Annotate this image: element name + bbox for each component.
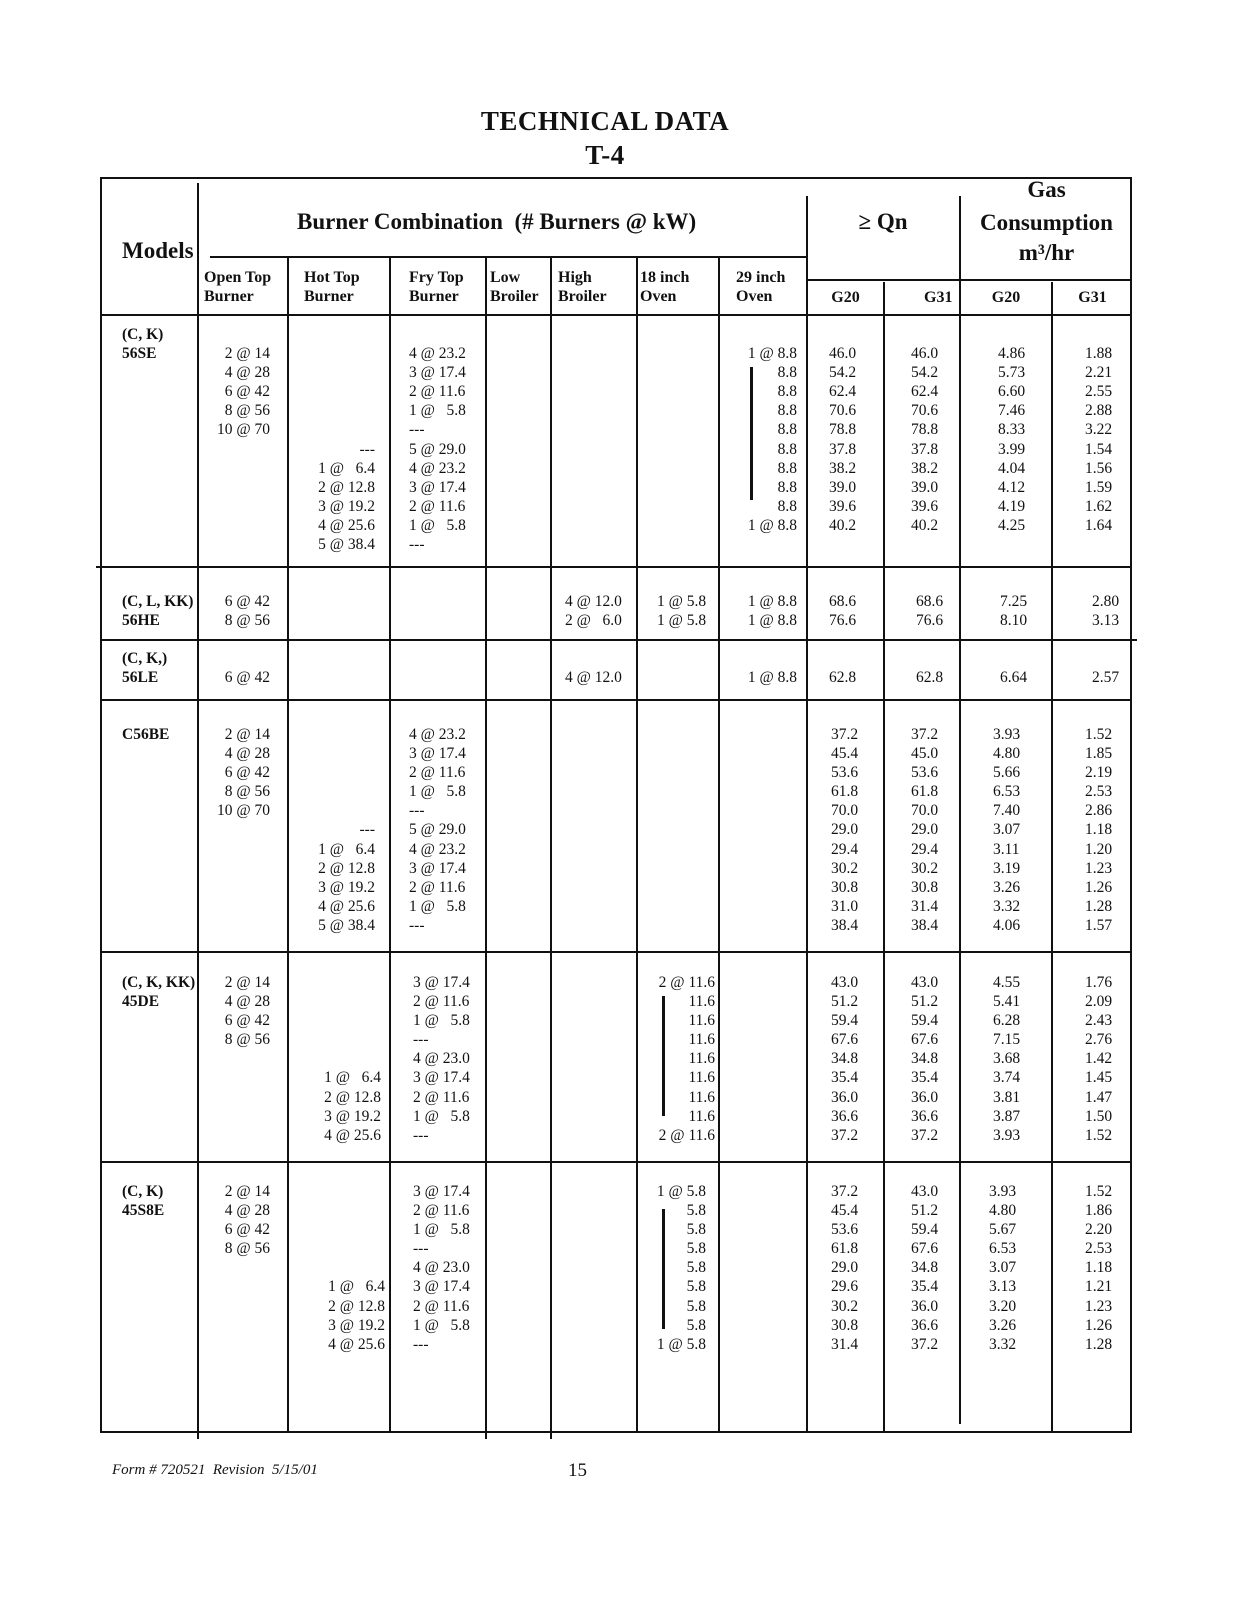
burner-combination-header: Burner Combination (# Burners @ kW) [297, 209, 697, 234]
qn-g20-cell: 46.0 54.2 62.4 70.6 78.8 37.8 38.2 39.0 39.6 40.2 [829, 345, 857, 534]
col-open-top: Open Top Burner [204, 269, 272, 305]
fry-top-cell: 4 @ 23.2 3 @ 17.4 2 @ 11.6 1 @ 5.8 --- 5 @ 29.0 4 @ 23.2 3 @ 17.4 2 @ 11.6 1 @ 5.8 --- [409, 345, 466, 554]
gas-g20-cell: 3.93 4.80 5.66 6.53 7.40 3.07 3.11 3.19 3.26 3.32 4.06 [993, 726, 1021, 934]
hot-top-cell: --- 1 @ 6.4 2 @ 12.8 3 @ 19.2 4 @ 25.6 5 @ 38.4 [318, 821, 375, 934]
open-top-cell: 6 @ 42 8 @ 56 [224, 593, 270, 630]
gas-g20-cell: 7.25 8.10 [1000, 593, 1028, 630]
col-divider [1051, 282, 1053, 1432]
section-divider [100, 699, 1132, 701]
model-cell: (C, K) 56SE [122, 326, 164, 363]
hot-top-cell: --- 1 @ 6.4 2 @ 12.8 3 @ 19.2 4 @ 25.6 5 @ 38.4 [318, 440, 375, 554]
col-divider [883, 282, 885, 1432]
section-divider [96, 566, 1132, 568]
gas-header-line1: Gas [1027, 177, 1066, 202]
hot-top-cell: 1 @ 6.4 2 @ 12.8 3 @ 19.2 4 @ 25.6 [324, 1069, 381, 1144]
oven29-cell: 1 @ 8.8 1 @ 8.8 [747, 593, 797, 630]
header-divider [808, 279, 1132, 281]
col-18-inch-oven: 18 inch Oven [640, 269, 690, 305]
gas-g31-cell: 1.76 2.09 2.43 2.76 1.42 1.45 1.47 1.50 1.52 [1085, 974, 1113, 1144]
section-divider [100, 951, 1132, 953]
model-cell: (C, L, KK) 56HE [122, 593, 194, 630]
high-broiler-cell: 4 @ 12.0 [565, 669, 622, 686]
open-top-cell: 2 @ 14 4 @ 28 6 @ 42 8 @ 56 [224, 1183, 270, 1258]
fry-top-cell: 4 @ 23.2 3 @ 17.4 2 @ 11.6 1 @ 5.8 --- 5 @ 29.0 4 @ 23.2 3 @ 17.4 2 @ 11.6 1 @ 5.8 --- [409, 726, 466, 934]
gas-g31-cell: 1.52 1.86 2.20 2.53 1.18 1.21 1.23 1.26 1.28 [1085, 1183, 1113, 1353]
oven18-cell: 1 @ 5.8 1 @ 5.8 [657, 593, 707, 630]
open-top-cell: 2 @ 14 4 @ 28 6 @ 42 8 @ 56 10 @ 70 [216, 726, 270, 820]
form-revision: Form # 720521 Revision 5/15/01 [112, 1462, 318, 1478]
model-cell: (C, K) 45S8E [122, 1183, 165, 1220]
qn-g31-cell: 37.2 45.0 53.6 61.8 70.0 29.0 29.4 30.2 30.8 31.4 38.4 [911, 726, 939, 934]
oven18-cell: 2 @ 11.6 11.6 11.6 11.6 11.6 11.6 11.6 11.6 2 @ 11.6 [658, 974, 715, 1144]
col-low-broiler: Low Broiler [490, 269, 539, 305]
qn-g20-cell: 43.0 51.2 59.4 67.6 34.8 35.4 36.0 36.6 37.2 [831, 974, 859, 1144]
header-divider [210, 256, 806, 258]
section-divider [100, 639, 1137, 641]
col-gas-g31: G31 [1078, 289, 1107, 306]
hot-top-cell: 1 @ 6.4 2 @ 12.8 3 @ 19.2 4 @ 25.6 [328, 1278, 385, 1353]
col-qn-g20: G20 [831, 289, 860, 306]
qn-g20-cell: 37.2 45.4 53.6 61.8 29.0 29.6 30.2 30.8 31.4 [831, 1183, 859, 1353]
header-bottom-line [100, 314, 1132, 316]
qn-header: ≥ Qn [858, 209, 908, 234]
open-top-cell: 2 @ 14 4 @ 28 6 @ 42 8 @ 56 10 @ 70 [216, 345, 270, 439]
open-top-cell: 6 @ 42 [224, 669, 270, 686]
open-top-cell: 2 @ 14 4 @ 28 6 @ 42 8 @ 56 [224, 974, 270, 1049]
qn-g31-cell: 43.0 51.2 59.4 67.6 34.8 35.4 36.0 36.6 37.2 [911, 1183, 939, 1353]
gas-unit-header: m³/hr [1018, 240, 1075, 265]
col-divider [389, 258, 391, 1432]
page-title: TECHNICAL DATA [480, 106, 730, 136]
gas-g31-cell: 2.57 [1092, 669, 1120, 686]
col-divider [485, 258, 487, 1439]
col-fry-top: Fry Top Burner [409, 269, 464, 305]
model-cell: C56BE [122, 726, 170, 743]
qn-g20-cell: 68.6 76.6 [829, 593, 857, 630]
qn-g31-cell: 62.8 [916, 669, 944, 686]
oven29-cell: 1 @ 8.8 [747, 669, 797, 686]
col-29-inch-oven: 29 inch Oven [736, 269, 786, 305]
high-broiler-cell: 4 @ 12.0 2 @ 6.0 [565, 593, 622, 630]
fry-top-cell: 3 @ 17.4 2 @ 11.6 1 @ 5.8 --- 4 @ 23.0 3 @ 17.4 2 @ 11.6 1 @ 5.8 --- [413, 1183, 470, 1353]
col-divider [806, 196, 808, 1432]
qn-g20-cell: 37.2 45.4 53.6 61.8 70.0 29.0 29.4 30.2 30.8 31.0 38.4 [831, 726, 859, 934]
gas-g20-cell: 6.64 [1000, 669, 1028, 686]
col-divider [959, 196, 961, 1424]
gas-g20-cell: 3.93 4.80 5.67 6.53 3.07 3.13 3.20 3.26 3.32 [989, 1183, 1017, 1353]
col-divider [287, 258, 289, 1432]
models-header: Models [122, 238, 194, 263]
page-subtitle: T-4 [585, 140, 625, 170]
col-qn-g31: G31 [924, 289, 953, 306]
model-cell: (C, K,) 56LE [122, 650, 168, 687]
qn-g31-cell: 46.0 54.2 62.4 70.6 78.8 37.8 38.2 39.0 39.6 40.2 [911, 345, 939, 534]
col-high-broiler: High Broiler [558, 269, 607, 305]
gas-g31-cell: 1.52 1.85 2.19 2.53 2.86 1.18 1.20 1.23 1.26 1.28 1.57 [1085, 726, 1113, 934]
gas-header-line2: Consumption [980, 210, 1113, 235]
oven18-cell: 1 @ 5.8 5.8 5.8 5.8 5.8 5.8 5.8 5.8 1 @ 5.8 [656, 1183, 706, 1353]
gas-g20-cell: 4.55 5.41 6.28 7.15 3.68 3.74 3.81 3.87 3.93 [993, 974, 1021, 1144]
col-hot-top: Hot Top Burner [304, 269, 360, 305]
gas-g31-cell: 1.88 2.21 2.55 2.88 3.22 1.54 1.56 1.59 1.62 1.64 [1085, 345, 1113, 534]
col-gas-g20: G20 [991, 289, 1021, 306]
qn-g31-cell: 68.6 76.6 [916, 593, 944, 630]
oven29-cell: 1 @ 8.8 8.8 8.8 8.8 8.8 8.8 8.8 8.8 8.8 1 @ 8.8 [747, 345, 797, 534]
model-cell: (C, K, KK) 45DE [122, 974, 196, 1011]
gas-g20-cell: 4.86 5.73 6.60 7.46 8.33 3.99 4.04 4.12 4.19 4.25 [998, 345, 1026, 534]
fry-top-cell: 3 @ 17.4 2 @ 11.6 1 @ 5.8 --- 4 @ 23.0 3 @ 17.4 2 @ 11.6 1 @ 5.8 --- [413, 974, 470, 1144]
col-divider [550, 258, 552, 1439]
page-number: 15 [568, 1460, 587, 1481]
qn-g20-cell: 62.8 [829, 669, 857, 686]
qn-g31-cell: 43.0 51.2 59.4 67.6 34.8 35.4 36.0 36.6 37.2 [911, 974, 939, 1144]
section-divider [100, 1161, 1132, 1163]
gas-g31-cell: 2.80 3.13 [1092, 593, 1120, 630]
